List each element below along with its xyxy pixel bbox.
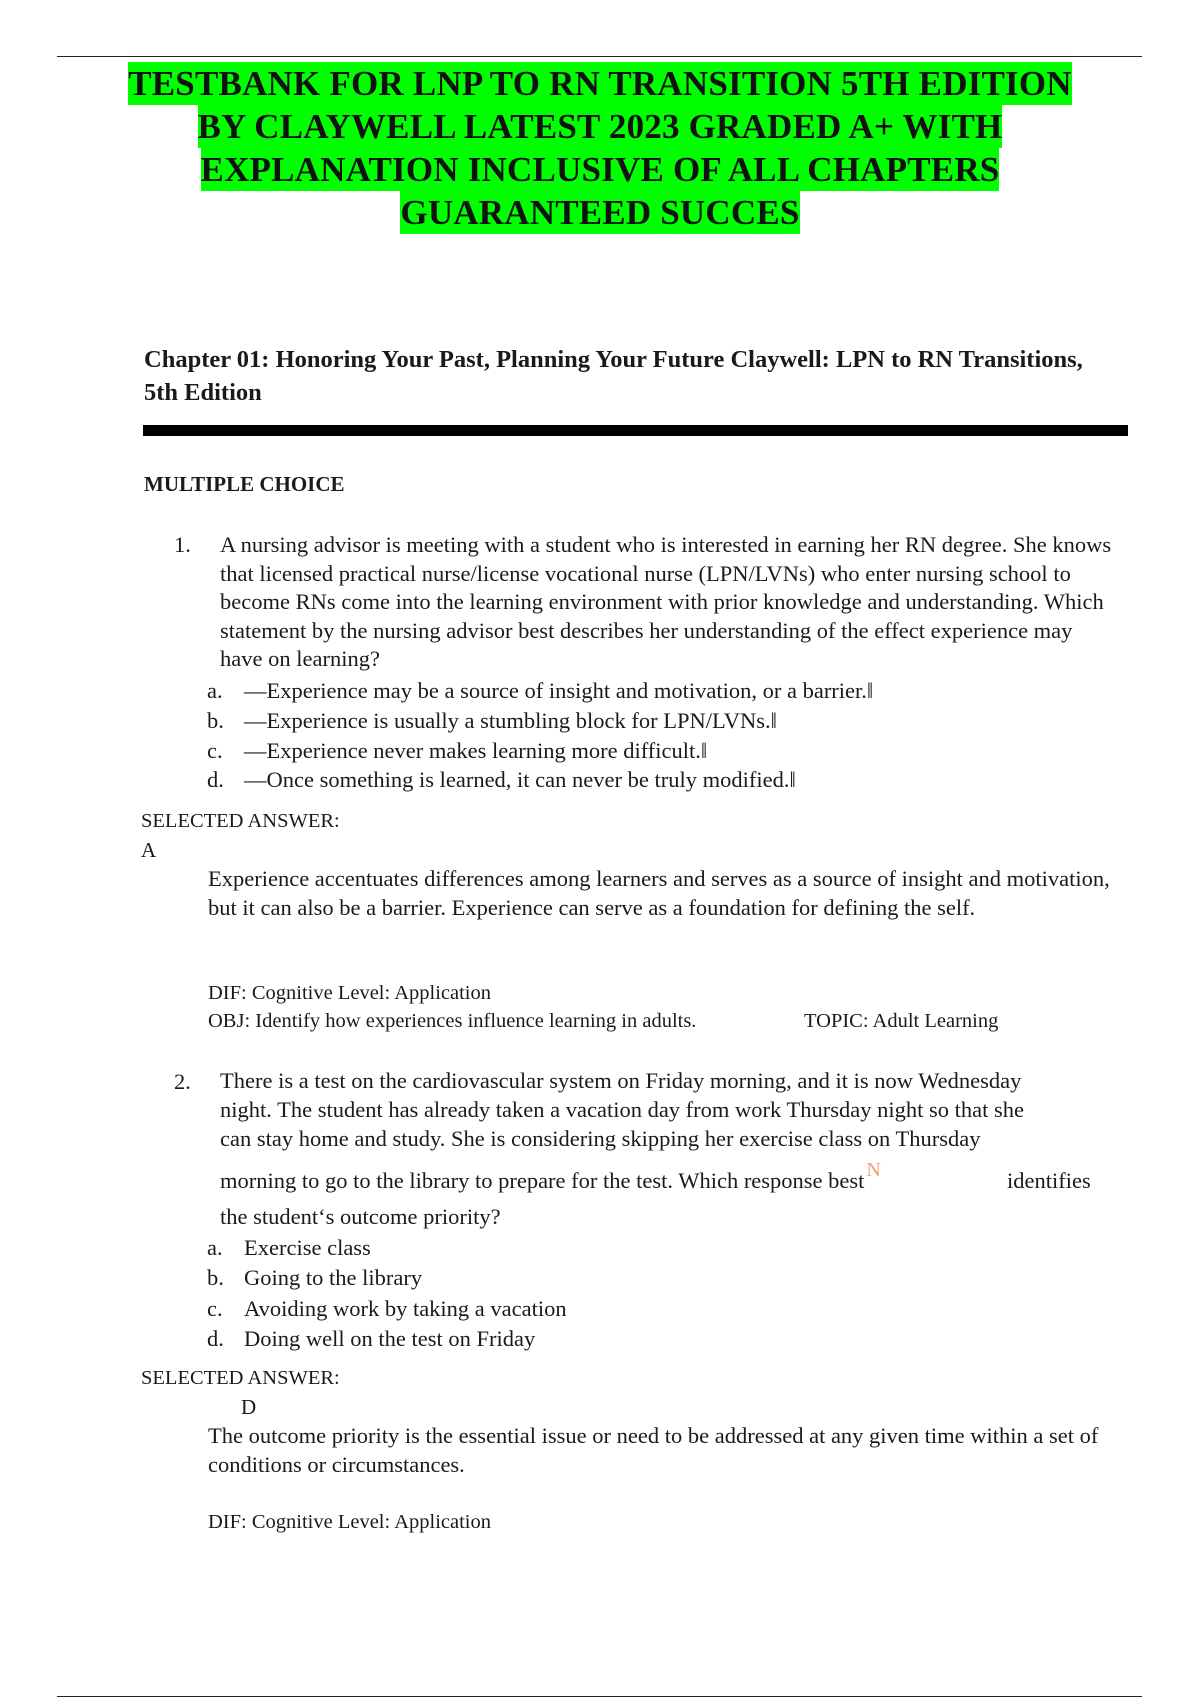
rationale-text: Experience accentuates differences among learners and serves as a source of insight and motivation, but it can also be a barrier. Experience can serve as a foundation for defining the self. [208, 866, 1110, 920]
question-stem: A nursing advisor is meeting with a student who is interested in earning her RN degree. She knows that licensed practical nurse/license vocational nurse (LPN/LVNs) who enter nursing school to become RNs come into the learning environment with prior knowledge and understanding. Which statement by the nursing advisor best describes her understanding of the effect experience may have on learning? [220, 532, 1112, 671]
question-stem-line-end: identifies [1007, 1168, 1091, 1193]
selected-answer-label: SELECTED ANSWER: [141, 1367, 340, 1389]
section-divider [143, 425, 1128, 436]
rationale-text: The outcome priority is the essential issue or need to be addressed at any given time within a set of conditions or circumstances. [208, 1423, 1099, 1477]
difficulty-meta: DIF: Cognitive Level: Application [208, 982, 491, 1004]
answer-option: d. —Once something is learned, it can never be truly modified.‖ [207, 767, 796, 792]
bottom-rule [57, 1696, 1142, 1697]
question-number: 2. [174, 1069, 191, 1094]
title-line: BY CLAYWELL LATEST 2023 GRADED A+ WITH [197, 107, 1003, 146]
answer-option: a. Exercise class [207, 1235, 371, 1260]
question-stem-line: night. The student has already taken a vacation day from work Thursday night so that she [220, 1097, 1024, 1122]
objective-meta [208, 1010, 999, 1033]
title-line: GUARANTEED SUCCES [400, 193, 800, 232]
question-stem-line: There is a test on the cardiovascular system on Friday morning, and it is now Wednesday [220, 1068, 1022, 1093]
question-stem-line: the student‘s outcome priority? [220, 1204, 501, 1229]
top-rule [57, 56, 1142, 57]
question-number: 1. [174, 532, 191, 557]
objective-text: OBJ: Identify how experiences influence learning in adults. [208, 1010, 697, 1032]
question-stem-line: morning to go to the library to prepare for the test. Which response best N [220, 1159, 881, 1193]
title-line: EXPLANATION INCLUSIVE OF ALL CHAPTERS [200, 150, 1000, 189]
answer-option: c. Avoiding work by taking a vacation [207, 1296, 567, 1321]
selected-answer-value: A [141, 838, 157, 862]
question-stem-line: can stay home and study. She is considering skipping her exercise class on Thursday [220, 1126, 981, 1151]
section-heading: MULTIPLE CHOICE [144, 472, 345, 496]
title-line: TESTBANK FOR LNP TO RN TRANSITION 5TH EDITION [128, 64, 1072, 103]
chapter-heading: Chapter 01: Honoring Your Past, Planning Your Future Claywell: LPN to RN Transitions, 5th Edition [144, 346, 1083, 406]
annotation-marker: N [866, 1159, 881, 1181]
answer-option: b. Going to the library [207, 1265, 423, 1290]
answer-option: b. —Experience is usually a stumbling block for LPN/LVNs.‖ [207, 708, 777, 733]
selected-answer-value: D [241, 1395, 257, 1419]
selected-answer-label: SELECTED ANSWER: [141, 810, 340, 832]
answer-option: d. Doing well on the test on Friday [207, 1326, 536, 1351]
difficulty-meta: DIF: Cognitive Level: Application [208, 1511, 491, 1533]
document-title [120, 62, 1080, 234]
topic-text: TOPIC: Adult Learning [804, 1010, 999, 1032]
answer-option: c. —Experience never makes learning more difficult.‖ [207, 738, 708, 763]
answer-option: a. —Experience may be a source of insight and motivation, or a barrier.‖ [207, 678, 874, 703]
